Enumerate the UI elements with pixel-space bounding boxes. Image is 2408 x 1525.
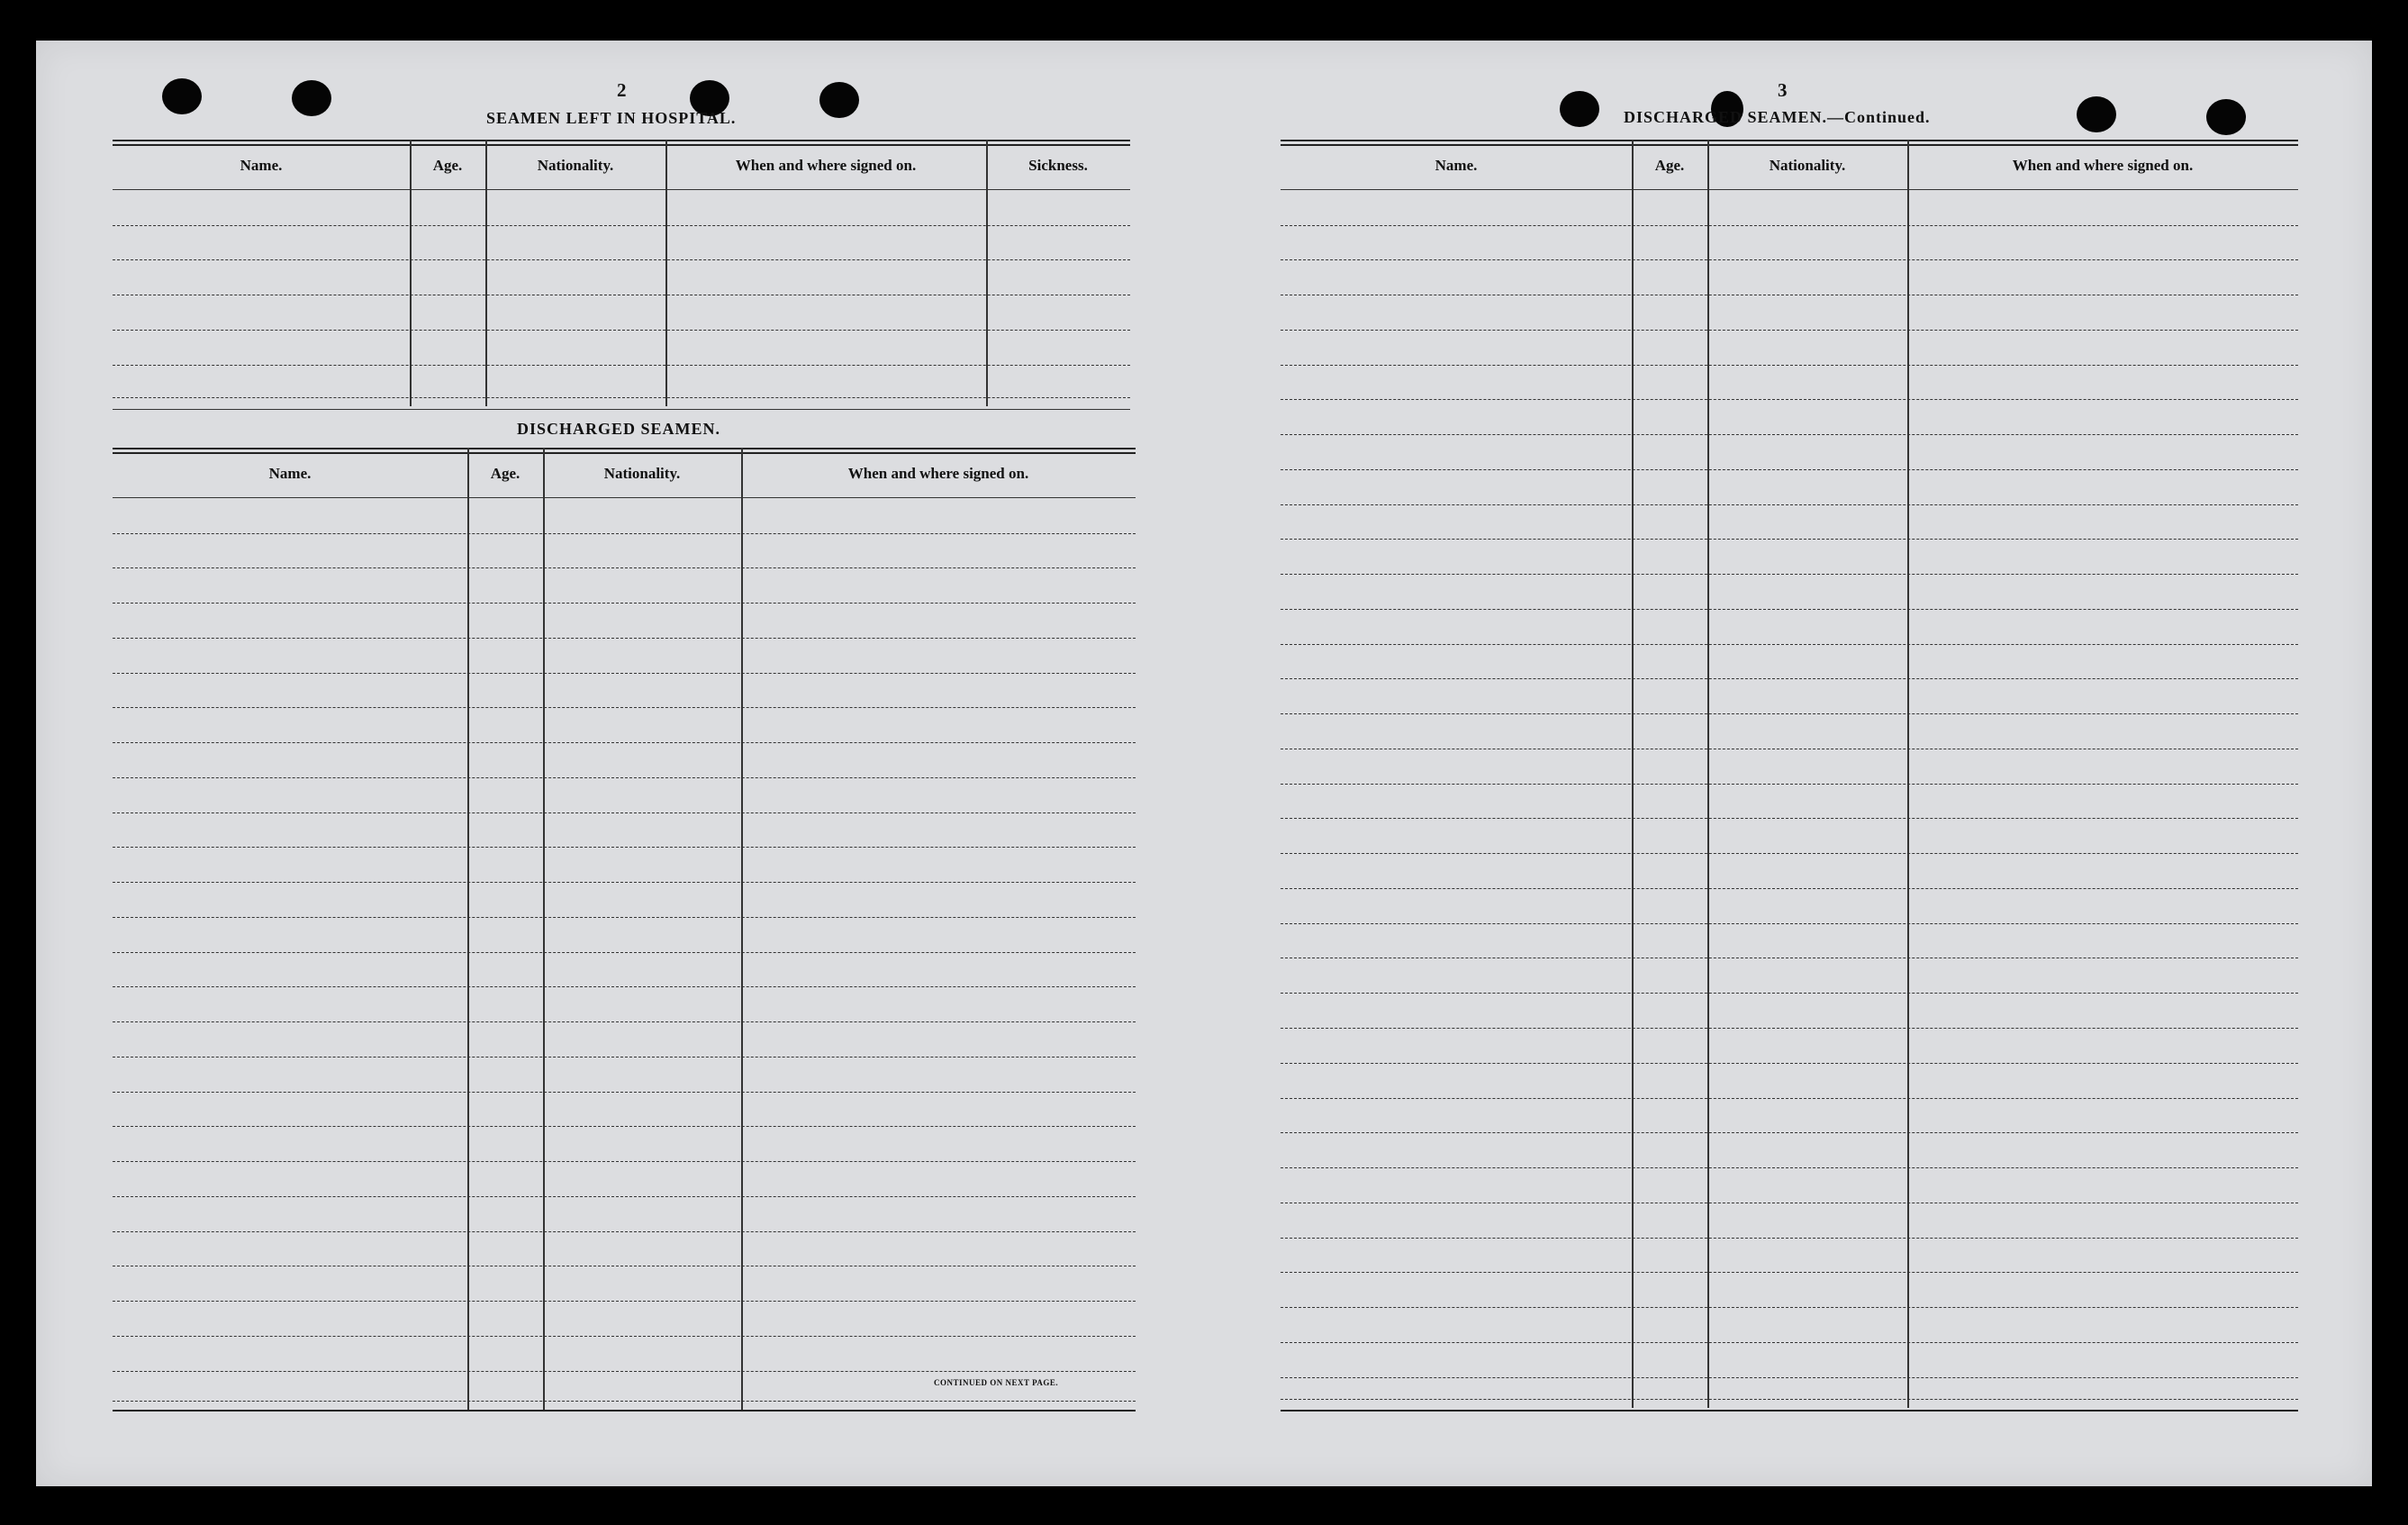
punch-hole	[292, 80, 331, 116]
discharged-table-right	[1281, 140, 2298, 1417]
column-header-name: Name.	[1435, 157, 1478, 174]
hospital-section-title: SEAMEN LEFT IN HOSPITAL.	[486, 109, 737, 127]
continued-note: CONTINUED ON NEXT PAGE.	[934, 1378, 1059, 1387]
column-header-name: Name.	[240, 157, 283, 174]
column-header-nationality: Nationality.	[1769, 157, 1846, 174]
page-number: 3	[1778, 79, 1788, 101]
punch-hole	[2077, 96, 2116, 132]
column-header-nationality: Nationality.	[537, 157, 614, 174]
column-header-signed-on: When and where signed on.	[2012, 157, 2194, 174]
column-header-name: Name.	[268, 465, 312, 482]
discharged-continued-title: DISCHARGED SEAMEN.—Continued.	[1624, 108, 1931, 126]
punch-hole	[1560, 91, 1599, 127]
discharged-table-left	[113, 448, 1136, 1417]
column-header-sickness: Sickness.	[1028, 157, 1088, 174]
column-header-nationality: Nationality.	[603, 465, 681, 482]
column-header-age: Age.	[432, 157, 463, 174]
punch-hole	[819, 82, 859, 118]
column-header-signed-on: When and where signed on.	[735, 157, 917, 174]
column-header-signed-on: When and where signed on.	[847, 465, 1029, 482]
discharged-section-title: DISCHARGED SEAMEN.	[517, 420, 721, 438]
punch-hole	[2206, 99, 2246, 135]
document-sheet	[36, 41, 2372, 1486]
punch-hole	[162, 78, 202, 114]
column-header-age: Age.	[490, 465, 521, 482]
page-number: 2	[617, 79, 627, 101]
column-header-age: Age.	[1654, 157, 1685, 174]
hospital-table	[113, 140, 1130, 410]
